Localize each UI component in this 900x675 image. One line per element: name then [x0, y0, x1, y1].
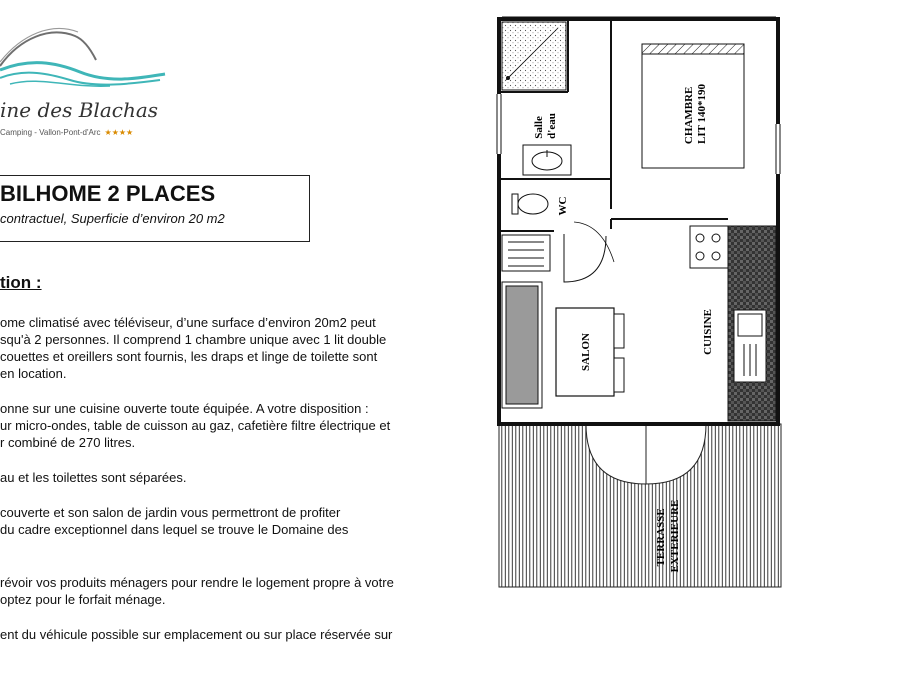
paragraph-bathroom: [0, 469, 186, 486]
room-label-bathroom: [533, 113, 558, 139]
rating-stars: ★★★★: [104, 128, 134, 137]
label-line: LIT 140*190: [696, 83, 708, 145]
text-line: r combiné de 270 litres.: [0, 435, 136, 450]
text-line: du cadre exceptionnel dans lequel se trouve le Domaine des: [0, 522, 349, 537]
room-label-wc: WC: [557, 196, 569, 216]
logo-name: ine des Blachas: [0, 98, 159, 122]
text-line: ome climatisé avec téléviseur, d’une surface d’environ 20m2 peut: [0, 315, 376, 330]
terrace-deck: [499, 424, 781, 587]
paragraph-parking: [0, 626, 392, 643]
room-label-living: SALON: [580, 333, 592, 371]
text-line: en location.: [0, 366, 67, 381]
paragraph-description: [0, 314, 386, 382]
text-line: au et les toilettes sont séparées.: [0, 470, 187, 485]
section-heading: tion :: [0, 273, 42, 292]
page-title: BILHOME 2 PLACES: [0, 181, 216, 206]
washbasin: [523, 145, 571, 175]
text-line: révoir vos produits ménagers pour rendre le logement propre à votre: [0, 575, 394, 590]
text-line: optez pour le forfait ménage.: [0, 592, 166, 607]
label-line: TERRASSE: [655, 508, 667, 567]
label-line: Salle: [533, 116, 545, 139]
room-label-bedroom: [683, 84, 708, 145]
storage-unit: [502, 235, 550, 271]
sofa: [502, 282, 542, 408]
text-line: onne sur une cuisine ouverte toute équipée. A votre disposition :: [0, 401, 369, 416]
label-line: d'eau: [546, 113, 558, 139]
logo-tagline: [0, 128, 133, 137]
room-label-kitchen: CUISINE: [702, 309, 714, 355]
toilet: [512, 194, 548, 214]
text-line: couverte et son salon de jardin vous permettront de profiter: [0, 505, 341, 520]
label-line: EXTERIEURE: [669, 499, 681, 573]
logo-tagline-text: Camping - Vallon-Pont-d'Arc: [0, 128, 101, 137]
shower: [502, 22, 566, 90]
text-line: ent du véhicule possible sur emplacement ou sur place réservée sur: [0, 627, 393, 642]
floor-plan: [494, 14, 786, 592]
logo-graphic: [0, 18, 200, 98]
text-line: couettes et oreillers sont fournis, les draps et linge de toilette sont: [0, 349, 378, 364]
text-line: squ'à 2 personnes. Il comprend 1 chambre unique avec 1 lit double: [0, 332, 387, 347]
paragraph-kitchen: [0, 400, 390, 451]
text-line: ur micro-ondes, table de cuisson au gaz, cafetière filtre électrique et: [0, 418, 391, 433]
paragraph-terrace: [0, 504, 348, 538]
page-subtitle: contractuel, Superficie d’environ 20 m2: [0, 211, 225, 226]
label-line: CHAMBRE: [683, 86, 695, 145]
paragraph-cleaning: [0, 574, 394, 608]
